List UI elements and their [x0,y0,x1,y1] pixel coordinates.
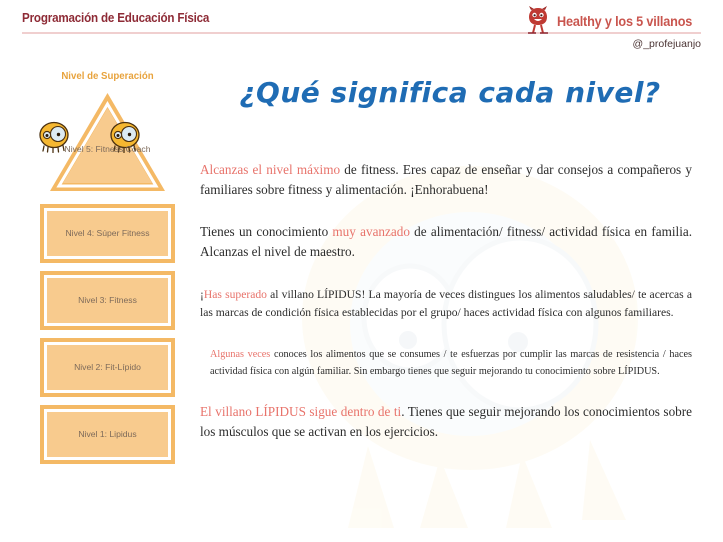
level-4-rest: de alimentación/ fitness/ actividad física en familia. Alcanzas el nivel de maestro. [200,224,693,259]
level-2-rest: conoces los alimentos que se consumes / te esfuerzas por cumplir las marcas de resistencia / haces actividad física con algún familiar. Sin embargo tienes que seguir mejorando tu conocimiento sobre LÍPIDUS. [210,349,692,377]
level-4-box[interactable] [40,204,175,263]
level-5-highlight: Alcanzas el nivel máximo [200,162,341,177]
level-1-rest: . Tienes que seguir mejorando los conocimientos sobre los músculos que se activan en los ejercicios. [200,404,693,439]
level-2-highlight: Algunas veces [210,349,271,360]
level-3-lead: ¡ [200,288,204,301]
brand-block [525,6,701,36]
level-1-label: Nivel 1: Lipidus [78,429,137,440]
level-2-description [200,346,692,380]
level-1-highlight: El villano LÍPIDUS sigue dentro de ti [200,404,402,419]
page-header [0,0,723,54]
level-2-label: Nivel 2: Fit-Lípido [74,362,141,373]
brand-name: Healthy y los 5 villanos [557,13,693,29]
level-2-box[interactable] [40,338,175,397]
level-4-box-inner [44,208,171,259]
pyramid-peak[interactable] [40,91,175,196]
level-5-description [200,160,692,200]
villain-character-icon [525,6,551,36]
page-title: ¿Qué significa cada nivel? [239,76,661,109]
social-handle: @_profejuanjo [632,38,701,50]
level-3-highlight: Has superado [203,288,267,301]
level-3-description [200,286,692,322]
level-3-box[interactable] [40,271,175,330]
level-3-rest: al villano LÍPIDUS! La mayoría de veces distingues los alimentos saludables/ te acercas a las marcas de condición física establecidas por el grupo/ haces actividad física con algunos familiares. [200,288,692,319]
level-5-label: Nivel 5: Fitness Coach [64,144,151,154]
level-3-box-inner [44,275,171,326]
levels-pyramid [40,70,175,464]
level-4-description [200,222,692,262]
level-5-rest: de fitness. Eres capaz de enseñar y dar consejos a compañeros y familiares sobre fitness y alimentación. ¡Enhorabuena! [200,162,692,197]
level-1-box-inner [44,409,171,460]
level-2-box-inner [44,342,171,393]
level-1-box[interactable] [40,405,175,464]
pyramid-heading: Nivel de Superación [61,70,154,82]
page-header-title: Programación de Educación Física [22,11,210,25]
level-4-lead: Tienes un conocimiento [200,224,333,239]
level-4-label: Nivel 4: Súper Fitness [65,228,150,239]
level-3-label: Nivel 3: Fitness [78,295,137,306]
level-1-description [200,402,692,442]
level-4-highlight: muy avanzado [332,224,410,239]
level-descriptions [200,160,692,442]
